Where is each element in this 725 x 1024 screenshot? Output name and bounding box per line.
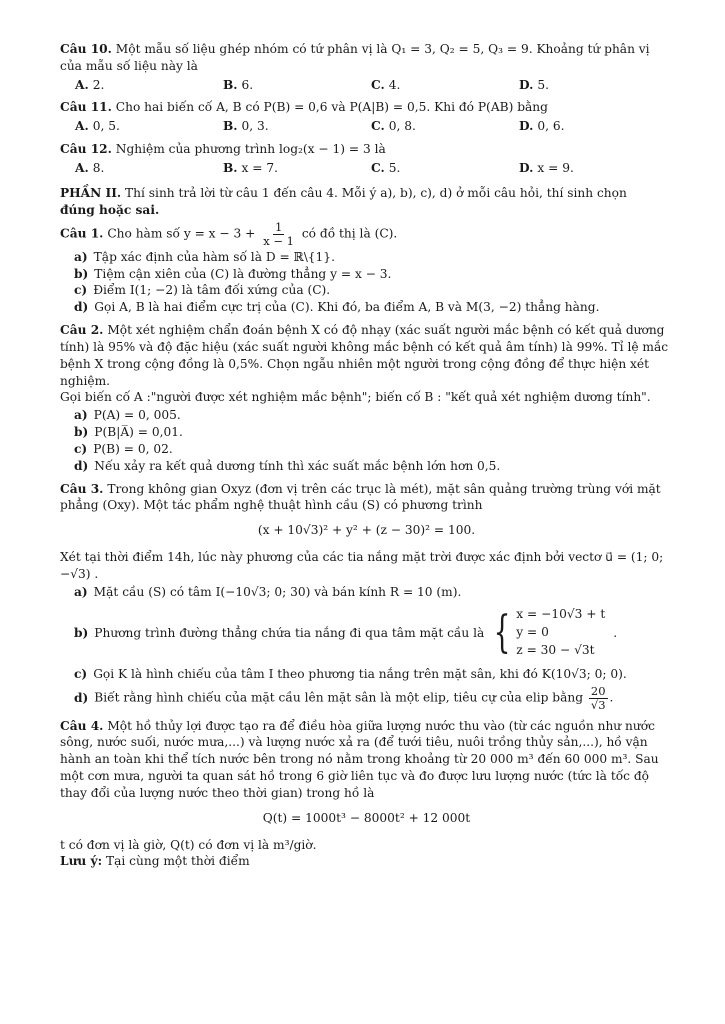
option-c[interactable]: C. 0, 8. (371, 119, 416, 134)
option-d[interactable]: D. x = 9. (519, 160, 574, 175)
option-c[interactable]: C. 4. (371, 77, 401, 92)
question-2 (60, 322, 673, 474)
question-text: Một mẫu số liệu ghép nhóm có tứ phân vị là Q₁ = 3, Q₂ = 5, Q₃ = 9. Khoảng tứ phân vị của mẫu số liệu này là (60, 42, 650, 73)
line-system: { x = −10√3 + t y = 0 z = 30 − √3t . (493, 607, 618, 658)
statement-c[interactable]: c) Điểm I(1; −2) là tâm đối xứng của (C). (74, 283, 331, 298)
question-10 (60, 41, 673, 93)
question-4 (60, 718, 673, 871)
question-text: Cho hàm số y = x − 3 + (107, 227, 256, 242)
question-text: Nghiệm của phương trình log₂(x − 1) = 3 là (115, 142, 386, 157)
options (75, 118, 673, 135)
question-12 (60, 141, 673, 177)
question-1 (60, 221, 673, 316)
system-line-x: x = −10√3 + t (516, 607, 606, 622)
sphere-equation: (x + 10√3)² + y² + (z − 30)² = 100. (257, 523, 476, 538)
fraction: $\frac{1}{x - 1}$ (263, 220, 294, 249)
question-number: Câu 4. (60, 718, 104, 733)
question-3 (60, 481, 673, 712)
statement-a[interactable]: a) P(A) = 0, 005. (74, 408, 181, 423)
question-text: Trong không gian Oxyz (đơn vị trên các trục là mét), mặt sân quảng trường trùng với mặt phẳng (Oxy). Một tác phẩm nghệ thuật hình cầu (S) có phương trình (60, 481, 661, 513)
statement-b[interactable]: b) Tiệm cận xiên của (C) là đường thẳng y = x − 3. (74, 266, 392, 281)
fraction: $\frac{20}{√3}$ (590, 684, 606, 712)
question-number: Câu 11. (60, 100, 112, 115)
statement-d[interactable]: d) Gọi A, B là hai điểm cực trị của (C). Khi đó, ba điểm A, B và M(3, −2) thẳng hàng. (74, 300, 600, 315)
statement-c[interactable]: c) P(B) = 0, 02. (74, 441, 173, 456)
question-number: Câu 3. (60, 481, 104, 496)
brace-icon: { (493, 607, 511, 658)
note-label: Lưu ý: (60, 854, 103, 869)
question-text: Một hồ thủy lợi được tạo ra để điều hòa giữa lượng nước thu vào (từ các nguồn như nước sông, nước suối, nước mưa,...) và lượng nước xả ra (để tưới tiêu, nuôi trồng thủy sản,...), hồ vận hành an toàn khi thể tích nước bên trong nó nằm trong khoảng từ 20 000 m³ đến 60 000 m³. Sau một cơn mưa, người ta quan sát hồ trong 6 giờ liên tục và đo được lưu lượng nước (tức là tốc độ thay đổi của lượng nước theo thời gian) trong hồ là (60, 718, 659, 800)
part-instructions-bold: đúng hoặc sai. (60, 202, 160, 217)
part-title: PHẦN II. (60, 185, 122, 200)
option-b[interactable]: B. 6. (223, 77, 254, 92)
statement-list (74, 407, 673, 474)
option-c[interactable]: C. 5. (371, 160, 401, 175)
option-a[interactable]: A. 2. (75, 77, 105, 92)
question-number: Câu 2. (60, 323, 104, 338)
statement-a[interactable]: a) Mặt cầu (S) có tâm I(−10√3; 0; 30) và bán kính R = 10 (m). (74, 584, 462, 599)
options (75, 160, 673, 177)
statement-d[interactable]: d) Nếu xảy ra kết quả dương tính thì xác suất mắc bệnh lớn hơn 0,5. (74, 458, 501, 473)
part-2-header (60, 185, 673, 219)
statement-b[interactable]: b) Phương trình đường thẳng chứa tia nắng đi qua tâm mặt cầu là { x = −10√3 + t y = 0 z = 30 − √3t . (74, 607, 618, 658)
option-a[interactable]: A. 0, 5. (75, 119, 120, 134)
option-b[interactable]: B. 0, 3. (223, 119, 269, 134)
system-line-y: y = 0 (516, 625, 549, 640)
option-d[interactable]: D. 0, 6. (519, 119, 565, 134)
question-11 (60, 99, 673, 135)
statement-d[interactable]: d) Biết rằng hình chiếu của mặt cầu lên mặt sân là một elip, tiêu cự của elip bằng $\frac{20}{√3}$ . (74, 684, 614, 712)
options (75, 77, 673, 94)
option-a[interactable]: A. 8. (75, 160, 105, 175)
statement-c[interactable]: c) Gọi K là hình chiếu của tâm I theo phương tia nắng trên mặt sân, khi đó K(10√3; 0; 0). (74, 666, 627, 681)
question-text: Một xét nghiệm chẩn đoán bệnh X có độ nhạy (xác suất người mắc bệnh có kết quả dương tính) là 95% và độ đặc hiệu (xác suất người không mắc bệnh có kết quả âm tính) là 99%. Tỉ lệ mắc bệnh X trong cộng đồng là 0,5%. Chọn ngẫu nhiên một người trong cộng đồng để thực hiện xét nghiệm. (60, 323, 669, 388)
part-instructions: Thí sinh trả lời từ câu 1 đến câu 4. Mỗi ý a), b), c), d) ở mỗi câu hỏi, thí sinh chọn (125, 185, 627, 200)
question-number: Câu 1. (60, 227, 104, 242)
question-number: Câu 12. (60, 142, 112, 157)
question-text-2: Xét tại thời điểm 14h, lúc này phương của các tia nắng mặt trời được xác định bởi vectơ u⃗ = (1; 0; −√3) . (60, 549, 664, 581)
statement-a[interactable]: a) Tập xác định của hàm số là D = ℝ\{1}. (74, 249, 335, 264)
statement-b[interactable]: b) P(B|A̅) = 0,01. (74, 425, 183, 440)
note-text: Tại cùng một thời điểm (106, 854, 250, 869)
question-text: Cho hai biến cố A, B có P(B) = 0,6 và P(A|B) = 0,5. Khi đó P(AB) bằng (115, 100, 548, 115)
system-line-z: z = 30 − √3t (516, 642, 595, 657)
statement-list (74, 249, 673, 316)
option-b[interactable]: B. x = 7. (223, 160, 279, 175)
note (60, 853, 673, 870)
question-number: Câu 10. (60, 42, 112, 56)
statement-list (74, 584, 673, 712)
question-text-end: có đồ thị là (C). (301, 227, 398, 242)
question-text-2: t có đơn vị là giờ, Q(t) có đơn vị là m³/giờ. (60, 837, 317, 852)
flow-equation: Q(t) = 1000t³ − 8000t² + 12 000t (262, 810, 471, 825)
question-text-2: Gọi biến cố A :"người được xét nghiệm mắc bệnh"; biến cố B : "kết quả xét nghiệm dương tính". (60, 390, 651, 405)
option-d[interactable]: D. 5. (519, 77, 550, 92)
